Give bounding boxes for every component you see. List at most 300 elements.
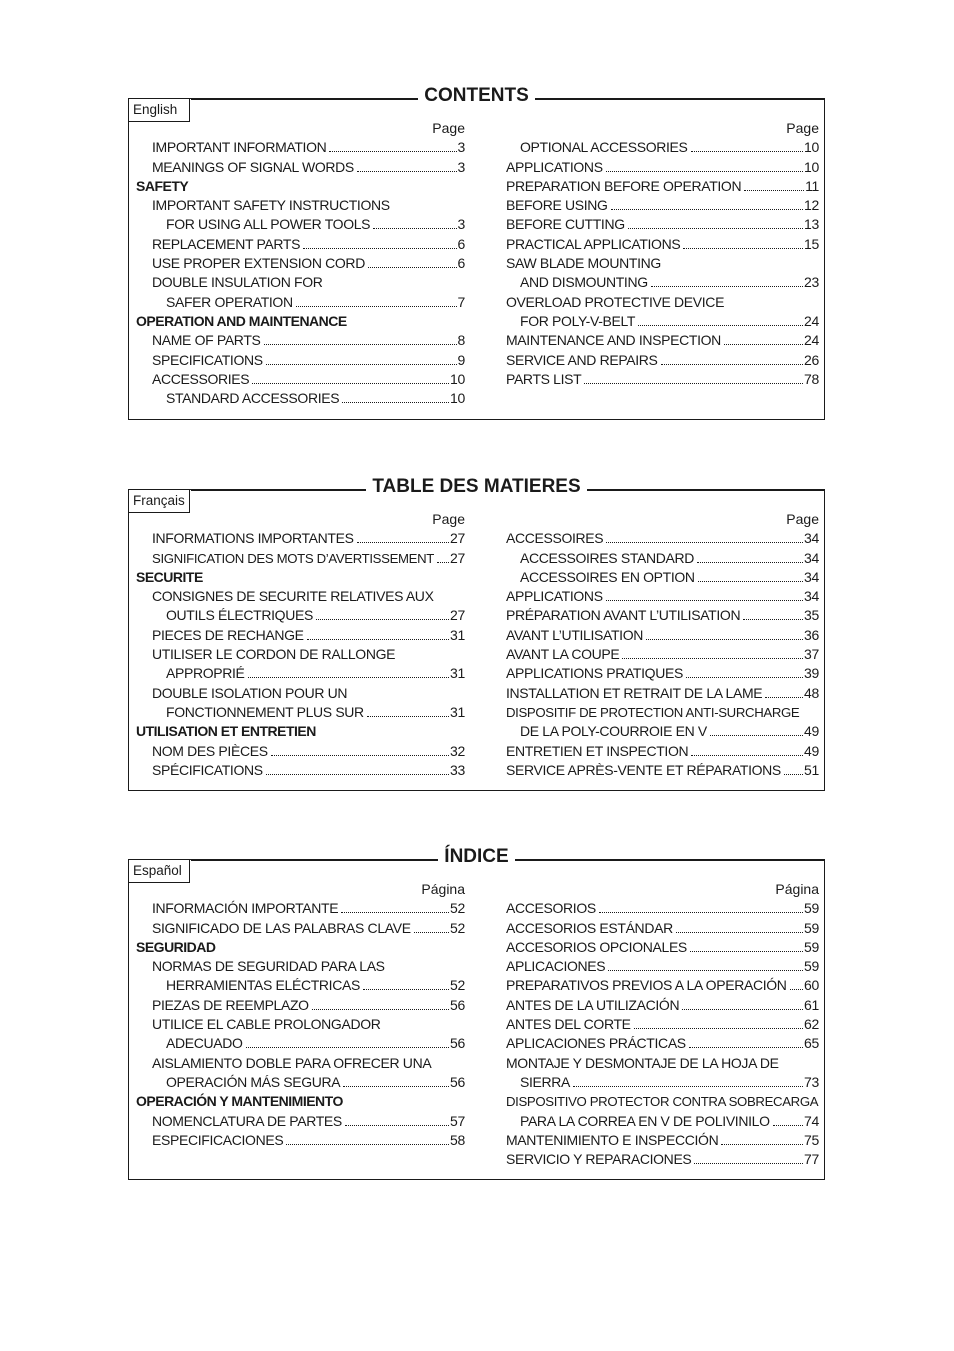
toc-entry-label: AVANT LA COUPE <box>506 646 620 663</box>
dot-leader <box>683 248 803 249</box>
toc-entry <box>506 1092 819 1111</box>
toc-entry[interactable] <box>136 742 465 761</box>
dot-leader <box>690 951 803 952</box>
toc-page-number: 48 <box>804 684 819 701</box>
toc-page-number: 24 <box>804 332 819 349</box>
toc-entry-label: PARTS LIST <box>506 370 582 387</box>
toc-entry-label: STANDARD ACCESSORIES <box>166 390 340 407</box>
toc-page-number: 13 <box>804 216 819 233</box>
toc-entry-label: ACCESSOIRES <box>506 530 604 547</box>
toc-entry-label: APPLICATIONS PRATIQUES <box>506 665 683 682</box>
toc-page-number: 59 <box>804 900 819 917</box>
toc-entry-label: IMPORTANT SAFETY INSTRUCTIONS <box>152 197 390 214</box>
toc-entry[interactable] <box>136 606 465 625</box>
toc-entry[interactable] <box>136 626 465 645</box>
dot-leader <box>367 716 449 717</box>
toc-page-number: 49 <box>804 742 819 759</box>
toc-entry-label: DOUBLE INSULATION FOR <box>152 274 323 291</box>
toc-entry-label: ACCESORIOS <box>506 900 596 917</box>
toc-entry[interactable] <box>506 606 819 625</box>
toc-entry[interactable] <box>136 370 465 389</box>
toc-page-number: 39 <box>804 665 819 682</box>
toc-entry[interactable] <box>136 549 465 568</box>
toc-page-number: 51 <box>804 761 819 778</box>
dot-leader <box>691 755 803 756</box>
dot-leader <box>622 658 803 659</box>
toc-column-left <box>136 510 465 780</box>
dot-leader <box>611 209 803 210</box>
toc-entry[interactable] <box>136 976 465 995</box>
toc-entry-label: ANTES DE LA UTILIZACIÓN <box>506 996 680 1013</box>
toc-column-left <box>136 880 465 1150</box>
dot-leader <box>646 639 803 640</box>
toc-entry-label: REPLACEMENT PARTS <box>152 235 301 252</box>
toc-page-number: 3 <box>457 158 465 175</box>
toc-page-number: 23 <box>804 274 819 291</box>
toc-entry-label: APLICACIONES <box>506 958 606 975</box>
toc-entry-label: PIECES DE RECHANGE <box>152 626 304 643</box>
toc-page-number: 59 <box>804 919 819 936</box>
dot-leader <box>691 151 803 152</box>
toc-column-right <box>506 510 819 780</box>
toc-entry <box>136 684 465 703</box>
toc-entry-label: BEFORE CUTTING <box>506 216 625 233</box>
dot-leader <box>584 383 803 384</box>
page-column-header: Page <box>786 511 819 527</box>
toc-entry-label: INFORMATIONS IMPORTANTES <box>152 530 354 547</box>
toc-entry[interactable] <box>506 1034 819 1053</box>
toc-entry <box>136 957 465 976</box>
dot-leader <box>638 325 803 326</box>
toc-entry[interactable] <box>136 996 465 1015</box>
toc-entry-label: PRÉPARATION AVANT L’UTILISATION <box>506 607 741 624</box>
toc-page-number: 24 <box>804 312 819 329</box>
toc-page-number: 59 <box>804 958 819 975</box>
toc-entry-label: ACCESORIOS ESTÁNDAR <box>506 919 673 936</box>
toc-page-number: 31 <box>450 626 465 643</box>
toc-entry-label: AND DISMOUNTING <box>520 274 648 291</box>
toc-heading <box>136 312 465 331</box>
toc-entry[interactable] <box>506 196 819 215</box>
toc-entry-label: SERVICE AND REPAIRS <box>506 351 658 368</box>
toc-page-number: 61 <box>804 996 819 1013</box>
toc-page-number: 32 <box>450 742 465 759</box>
toc-page-number: 27 <box>450 549 465 566</box>
dot-leader <box>710 735 803 736</box>
toc-entry[interactable] <box>506 684 819 703</box>
toc-entry <box>136 196 465 215</box>
toc-entry-label: NAME OF PARTS <box>152 332 261 349</box>
dot-leader <box>286 1144 449 1145</box>
toc-page-number: 34 <box>804 549 819 566</box>
toc-entry[interactable] <box>136 1112 465 1131</box>
toc-page-number: 75 <box>804 1131 819 1148</box>
toc-entry[interactable] <box>136 761 465 780</box>
toc-entry[interactable] <box>506 938 819 957</box>
toc-entry[interactable] <box>136 919 465 938</box>
toc-page-number: 74 <box>804 1112 819 1129</box>
toc-entry[interactable] <box>506 626 819 645</box>
dot-leader <box>651 286 803 287</box>
toc-entry-label: ACCESSOIRES EN OPTION <box>520 568 695 585</box>
toc-page-number: 58 <box>450 1131 465 1148</box>
dot-leader <box>689 1047 803 1048</box>
toc-entry-label: OUTILS ÉLECTRIQUES <box>166 607 313 624</box>
toc-page-number: 52 <box>450 919 465 936</box>
toc-entry-label: UTILICE EL CABLE PROLONGADOR <box>152 1016 381 1033</box>
toc-entry <box>136 1054 465 1073</box>
toc-heading <box>136 568 465 587</box>
toc-page-number: 10 <box>450 370 465 387</box>
dot-leader <box>599 912 803 913</box>
toc-page-number: 56 <box>450 1073 465 1090</box>
toc-entry-label: OPERATION AND MAINTENANCE <box>136 312 347 329</box>
toc-entry-label: SIGNIFICADO DE LAS PALABRAS CLAVE <box>152 919 411 936</box>
toc-entry-label: ACCESSORIES <box>152 370 250 387</box>
toc-entry[interactable] <box>506 1150 819 1169</box>
toc-section-spanish <box>128 846 825 1180</box>
toc-entry[interactable] <box>506 996 819 1015</box>
toc-page-number: 3 <box>457 216 465 233</box>
dot-leader <box>773 1125 803 1126</box>
toc-entry-label: APLICACIONES PRÁCTICAS <box>506 1035 686 1052</box>
toc-entry-label: DISPOSITIF DE PROTECTION ANTI-SURCHARGE <box>506 704 800 720</box>
toc-entry-label: AISLAMIENTO DOBLE PARA OFRECER UNA <box>152 1054 432 1071</box>
toc-page-number: 34 <box>804 588 819 605</box>
toc-entry[interactable] <box>506 312 819 331</box>
dot-leader <box>342 402 449 403</box>
toc-section-english <box>128 85 825 420</box>
toc-entry-label: FOR POLY-V-BELT <box>520 312 636 329</box>
toc-entry[interactable] <box>136 899 465 918</box>
toc-entry-label: IMPORTANT INFORMATION <box>152 139 327 156</box>
toc-entry-label: DISPOSITIVO PROTECTOR CONTRA SOBRECARGA <box>506 1094 819 1110</box>
toc-entry[interactable] <box>136 389 465 408</box>
toc-entry[interactable] <box>506 587 819 606</box>
toc-page-number: 49 <box>804 723 819 740</box>
dot-leader <box>303 248 456 249</box>
toc-entry-label: NOM DES PIÈCES <box>152 742 268 759</box>
toc-heading <box>136 177 465 196</box>
dot-leader <box>790 989 803 990</box>
dot-leader <box>271 755 449 756</box>
toc-entry-label: MANTENIMIENTO E INSPECCIÓN <box>506 1131 719 1148</box>
toc-entry[interactable] <box>506 976 819 995</box>
dot-leader <box>357 542 449 543</box>
toc-entry-label: DOUBLE ISOLATION POUR UN <box>152 684 348 701</box>
toc-entry[interactable] <box>506 664 819 683</box>
dot-leader <box>606 600 803 601</box>
dot-leader <box>676 932 803 933</box>
toc-entry-label: SAFER OPERATION <box>166 293 293 310</box>
toc-entry-label: MEANINGS OF SIGNAL WORDS <box>152 158 354 175</box>
section-title: ÍNDICE <box>129 846 824 868</box>
dot-leader <box>697 562 803 563</box>
dot-leader <box>743 619 803 620</box>
toc-page-number: 7 <box>457 293 465 310</box>
dot-leader <box>341 912 449 913</box>
toc-entry-label: DE LA POLY-COURROIE EN V <box>520 723 707 740</box>
toc-entry <box>136 587 465 606</box>
toc-page-number: 6 <box>457 255 465 272</box>
toc-page-number: 9 <box>457 351 465 368</box>
toc-heading <box>136 1092 465 1111</box>
toc-entry[interactable] <box>506 215 819 234</box>
toc-entry-label: OVERLOAD PROTECTIVE DEVICE <box>506 293 725 310</box>
toc-entry-label: SPÉCIFICATIONS <box>152 761 263 778</box>
toc-entry[interactable] <box>506 645 819 664</box>
toc-heading <box>136 722 465 741</box>
toc-entry-label: MAINTENANCE AND INSPECTION <box>506 332 721 349</box>
toc-entry-label: ACCESSOIRES STANDARD <box>520 549 694 566</box>
toc-entry[interactable] <box>506 899 819 918</box>
dot-leader <box>363 989 449 990</box>
section-title: TABLE DES MATIERES <box>129 476 824 498</box>
toc-entry[interactable] <box>506 1073 819 1092</box>
dot-leader <box>307 639 449 640</box>
toc-entry-label: SECURITE <box>136 568 203 585</box>
toc-page-number: 65 <box>804 1035 819 1052</box>
language-tab: Español <box>128 859 190 883</box>
toc-page-number: 37 <box>804 646 819 663</box>
toc-entry-label: APPLICATIONS <box>506 588 603 605</box>
toc-entry[interactable] <box>506 919 819 938</box>
dot-leader <box>765 697 803 698</box>
toc-page-number: 34 <box>804 568 819 585</box>
toc-entry[interactable] <box>506 351 819 370</box>
toc-entry[interactable] <box>506 722 819 741</box>
dot-leader <box>721 1144 803 1145</box>
toc-column-right <box>506 119 819 389</box>
toc-entry-label: ACCESORIOS OPCIONALES <box>506 938 687 955</box>
toc-page-number: 52 <box>450 900 465 917</box>
dot-leader <box>373 228 456 229</box>
toc-page-number: 31 <box>450 665 465 682</box>
toc-page-number: 56 <box>450 996 465 1013</box>
toc-entry-label: AVANT L’UTILISATION <box>506 626 644 643</box>
toc-entry-label: PIEZAS DE REEMPLAZO <box>152 996 309 1013</box>
toc-entry-label: SIERRA <box>520 1073 571 1090</box>
toc-page-number: 59 <box>804 938 819 955</box>
toc-entry <box>506 254 819 273</box>
dot-leader <box>266 364 457 365</box>
toc-entry-label: SIGNIFICATION DES MOTS D’AVERTISSEMENT <box>152 550 434 566</box>
toc-entry[interactable] <box>506 1015 819 1034</box>
dot-leader <box>606 171 803 172</box>
dot-leader <box>368 267 457 268</box>
dot-leader <box>414 932 449 933</box>
dot-leader <box>437 562 449 563</box>
toc-page-number: 27 <box>450 607 465 624</box>
dot-leader <box>694 1163 803 1164</box>
page-column-header: Página <box>421 881 465 897</box>
toc-entry-label: INFORMACIÓN IMPORTANTE <box>152 900 339 917</box>
toc-entry-label: BEFORE USING <box>506 197 608 214</box>
toc-page-number: 62 <box>804 1016 819 1033</box>
toc-entry-label: PRACTICAL APPLICATIONS <box>506 235 681 252</box>
toc-entry[interactable] <box>136 158 465 177</box>
toc-page-number: 3 <box>457 139 465 156</box>
toc-entry <box>506 1054 819 1073</box>
toc-column-left <box>136 119 465 408</box>
toc-entry-label: SPECIFICATIONS <box>152 351 263 368</box>
toc-page-number: 10 <box>450 390 465 407</box>
toc-entry[interactable] <box>506 273 819 292</box>
toc-entry-label: OPERACIÓN MÁS SEGURA <box>166 1073 341 1090</box>
toc-entry[interactable] <box>136 664 465 683</box>
toc-entry-label: APPROPRIÉ <box>166 665 245 682</box>
toc-page-number: 27 <box>450 530 465 547</box>
page-column-header: Página <box>775 881 819 897</box>
dot-leader <box>686 677 803 678</box>
toc-page-number: 10 <box>804 139 819 156</box>
toc-entry-label: ESPECIFICACIONES <box>152 1131 284 1148</box>
dot-leader <box>573 1086 803 1087</box>
page-column-header: Page <box>432 120 465 136</box>
language-tab: Français <box>128 489 190 513</box>
toc-column-right <box>506 880 819 1169</box>
page-column-header: Page <box>432 511 465 527</box>
toc-entry-label: APPLICATIONS <box>506 158 603 175</box>
toc-page-number: 26 <box>804 351 819 368</box>
toc-page-number: 56 <box>450 1035 465 1052</box>
toc-entry-label: FONCTIONNEMENT PLUS SUR <box>166 703 364 720</box>
toc-entry[interactable] <box>136 1131 465 1150</box>
toc-entry-label: MONTAJE Y DESMONTAJE DE LA HOJA DE <box>506 1054 779 1071</box>
toc-entry[interactable] <box>506 235 819 254</box>
toc-page-number: 15 <box>804 235 819 252</box>
toc-page-number: 60 <box>804 977 819 994</box>
toc-entry-label: SERVICIO Y REPARACIONES <box>506 1151 692 1168</box>
toc-page-number: 57 <box>450 1112 465 1129</box>
dot-leader <box>252 383 449 384</box>
toc-entry[interactable] <box>136 703 465 722</box>
toc-entry[interactable] <box>506 158 819 177</box>
toc-section-french <box>128 476 825 791</box>
toc-entry[interactable] <box>506 549 819 568</box>
toc-entry[interactable] <box>506 1112 819 1131</box>
toc-page-number: 6 <box>457 235 465 252</box>
toc-entry-label: PARA LA CORREA EN V DE POLIVINILO <box>520 1112 770 1129</box>
toc-entry-label: CONSIGNES DE SECURITE RELATIVES AUX <box>152 588 434 605</box>
toc-page-number: 10 <box>804 158 819 175</box>
dot-leader <box>248 677 449 678</box>
toc-entry-label: FOR USING ALL POWER TOOLS <box>166 216 371 233</box>
toc-entry[interactable] <box>136 1034 465 1053</box>
toc-entry-label: OPERACIÓN Y MANTENIMIENTO <box>136 1093 343 1110</box>
dot-leader <box>744 190 804 191</box>
dot-leader <box>246 1047 449 1048</box>
toc-page-number: 73 <box>804 1073 819 1090</box>
toc-heading <box>136 938 465 957</box>
toc-entry <box>506 293 819 312</box>
dot-leader <box>345 1125 449 1126</box>
toc-entry-label: HERRAMIENTAS ELÉCTRICAS <box>166 977 360 994</box>
dot-leader <box>312 1009 449 1010</box>
section-title: CONTENTS <box>129 85 824 107</box>
dot-leader <box>329 151 456 152</box>
toc-entry[interactable] <box>506 957 819 976</box>
toc-entry <box>136 645 465 664</box>
dot-leader <box>661 364 803 365</box>
toc-entry[interactable] <box>136 529 465 548</box>
toc-entry-label: OPTIONAL ACCESSORIES <box>520 139 688 156</box>
toc-entry[interactable] <box>136 235 465 254</box>
toc-entry[interactable] <box>136 331 465 350</box>
toc-entry[interactable] <box>506 742 819 761</box>
toc-entry <box>136 273 465 292</box>
toc-entry[interactable] <box>506 1131 819 1150</box>
toc-page-number: 11 <box>805 177 819 194</box>
toc-entry[interactable] <box>136 138 465 157</box>
toc-entry-label: UTILISATION ET ENTRETIEN <box>136 723 316 740</box>
toc-entry-label: USE PROPER EXTENSION CORD <box>152 255 365 272</box>
dot-leader <box>698 581 803 582</box>
toc-entry-label: SEGURIDAD <box>136 938 216 955</box>
dot-leader <box>266 774 449 775</box>
toc-entry-label: PREPARATIVOS PREVIOS A LA OPERACIÓN <box>506 977 787 994</box>
toc-entry-label: SAFETY <box>136 177 189 194</box>
toc-entry[interactable] <box>136 293 465 312</box>
dot-leader <box>682 1009 803 1010</box>
toc-entry[interactable] <box>506 331 819 350</box>
dot-leader <box>628 228 803 229</box>
toc-entry-label: SAW BLADE MOUNTING <box>506 255 661 272</box>
toc-page-number: 77 <box>804 1151 819 1168</box>
toc-page-number: 34 <box>804 530 819 547</box>
dot-leader <box>343 1086 449 1087</box>
toc-page-number: 8 <box>457 332 465 349</box>
dot-leader <box>724 344 803 345</box>
toc-page-number: 36 <box>804 626 819 643</box>
toc-entry[interactable] <box>506 761 819 780</box>
toc-entry[interactable] <box>506 177 819 196</box>
toc-entry-label: INSTALLATION ET RETRAIT DE LA LAME <box>506 684 763 701</box>
dot-leader <box>296 306 457 307</box>
toc-entry-label: NORMAS DE SEGURIDAD PARA LAS <box>152 958 385 975</box>
toc-entry-label: ADECUADO <box>166 1035 243 1052</box>
toc-entry[interactable] <box>506 568 819 587</box>
language-tab: English <box>128 98 190 122</box>
toc-entry[interactable] <box>136 215 465 234</box>
toc-entry[interactable] <box>136 351 465 370</box>
toc-entry-label: ENTRETIEN ET INSPECTION <box>506 742 689 759</box>
toc-entry-label: UTILISER LE CORDON DE RALLONGE <box>152 646 396 663</box>
dot-leader <box>264 344 457 345</box>
toc-entry[interactable] <box>506 138 819 157</box>
toc-entry[interactable] <box>506 529 819 548</box>
toc-entry-label: ANTES DEL CORTE <box>506 1016 631 1033</box>
dot-leader <box>357 171 457 172</box>
toc-entry[interactable] <box>136 1073 465 1092</box>
dot-leader <box>784 774 803 775</box>
toc-page-number: 52 <box>450 977 465 994</box>
toc-page-number: 31 <box>450 703 465 720</box>
toc-page-number: 12 <box>804 197 819 214</box>
toc-entry[interactable] <box>136 254 465 273</box>
toc-page-number: 33 <box>450 761 465 778</box>
dot-leader <box>606 542 803 543</box>
toc-page-number: 78 <box>804 370 819 387</box>
page-column-header: Page <box>786 120 819 136</box>
toc-entry[interactable] <box>506 370 819 389</box>
toc-page-number: 35 <box>804 607 819 624</box>
dot-leader <box>608 970 803 971</box>
toc-entry <box>506 703 819 722</box>
dot-leader <box>634 1028 803 1029</box>
toc-entry-label: NOMENCLATURA DE PARTES <box>152 1112 342 1129</box>
toc-entry-label: PREPARATION BEFORE OPERATION <box>506 177 742 194</box>
